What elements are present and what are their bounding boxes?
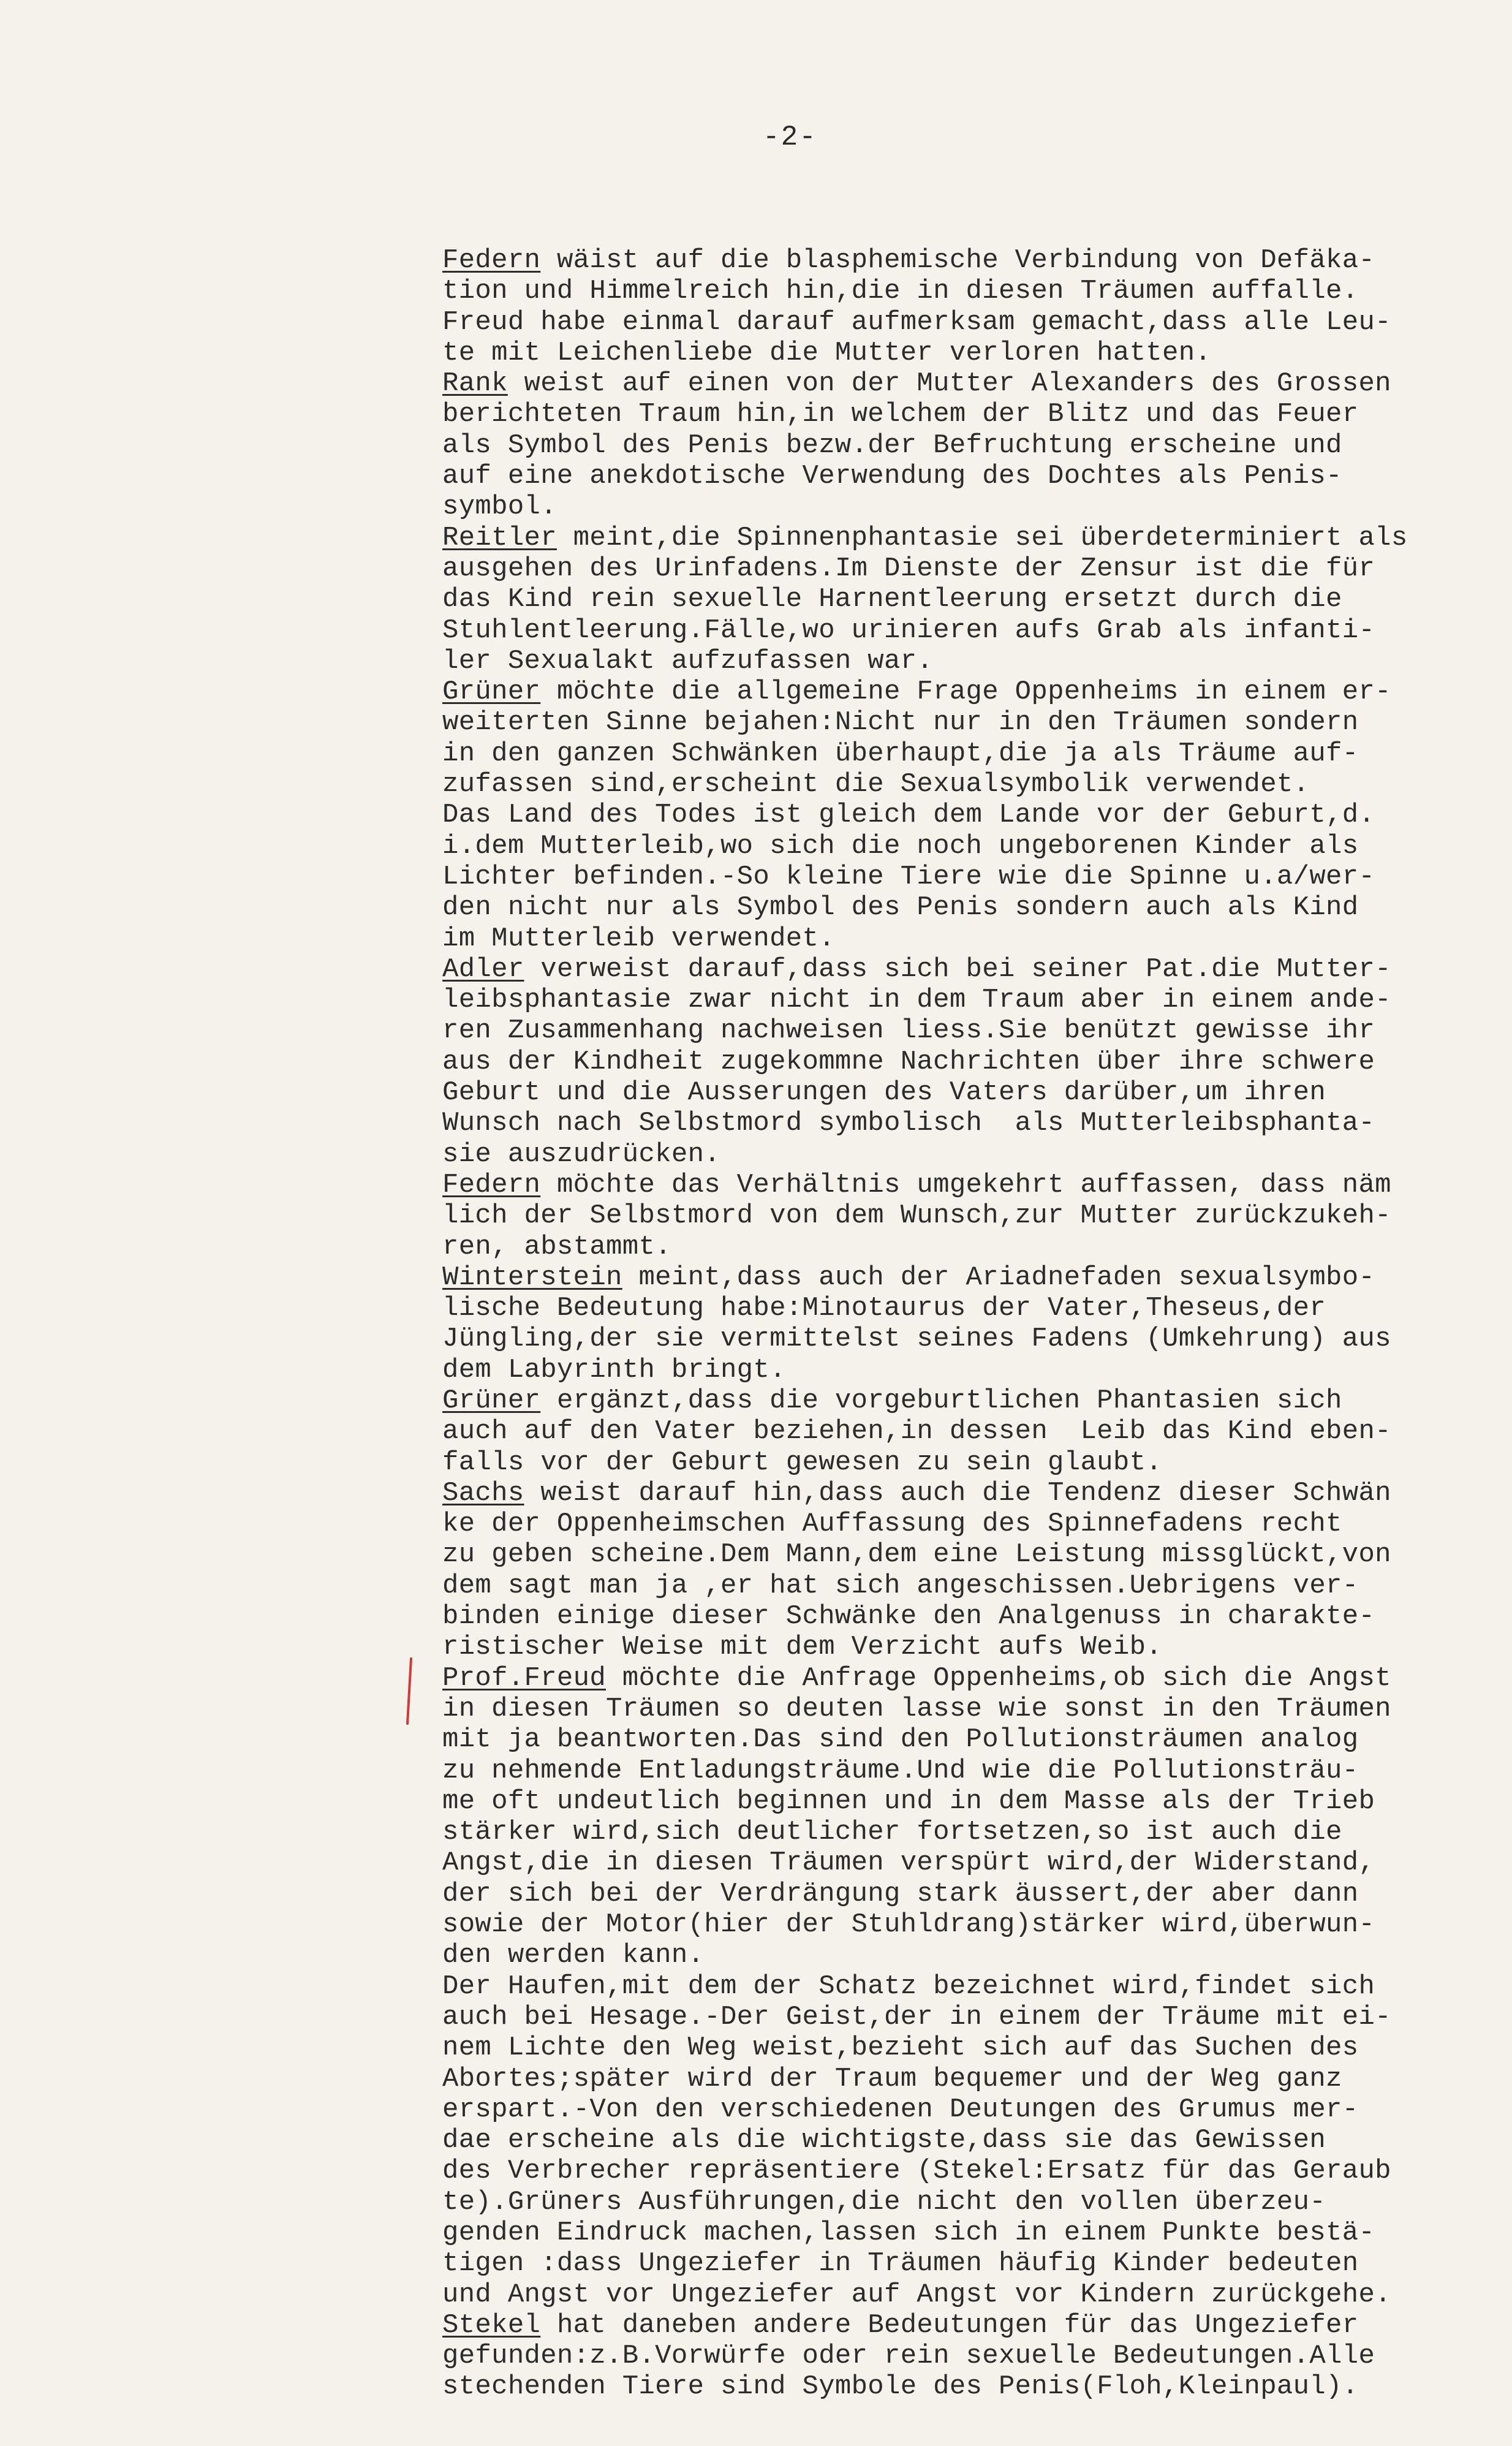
- text-line: [442, 1509, 1508, 1539]
- line-text: Das Land des Todes ist gleich dem Lande vor der Geburt,d.: [442, 800, 1375, 831]
- text-line: [442, 1971, 1508, 2002]
- text-line: [442, 2187, 1508, 2217]
- speaker-name: Grüner: [442, 676, 541, 708]
- text-line: [442, 2248, 1508, 2279]
- line-text: weist darauf hin,dass auch die Tendenz dieser Schwän: [524, 1477, 1391, 1509]
- page-number: -2-: [763, 121, 817, 153]
- text-line: [442, 523, 1508, 553]
- text-line: [442, 2341, 1508, 2371]
- line-text: stechenden Tiere sind Symbole des Penis(Floh,Kleinpaul).: [442, 2371, 1359, 2402]
- text-line: [442, 646, 1508, 676]
- text-line: [442, 338, 1508, 368]
- text-line: [442, 2217, 1508, 2248]
- line-text: i.dem Mutterleib,wo sich die noch ungeborenen Kinder als: [442, 830, 1359, 861]
- speaker-name: Adler: [442, 953, 524, 985]
- text-line: [442, 276, 1508, 306]
- text-line: [442, 2094, 1508, 2125]
- line-text: dem sagt man ja ,er hat sich angeschissen.Uebrigens ver-: [442, 1570, 1359, 1601]
- text-line: [442, 676, 1508, 707]
- speaker-name: Prof.Freud: [442, 1662, 607, 1694]
- line-text: tigen :dass Ungeziefer in Träumen häufig Kinder bedeuten: [442, 2248, 1359, 2279]
- line-text: zu nehmende Entladungsträume.Und wie die Pollutionsträu-: [442, 1755, 1359, 1786]
- text-line: [442, 1355, 1508, 1385]
- line-text: Der Haufen,mit dem der Schatz bezeichnet wird,findet sich: [442, 1971, 1375, 2002]
- text-line: [442, 2156, 1508, 2186]
- text-line: [442, 1108, 1508, 1138]
- line-text: leibsphantasie zwar nicht in dem Traum aber in einem ande-: [442, 985, 1391, 1016]
- text-line: [442, 1015, 1508, 1046]
- text-line: [442, 1786, 1508, 1817]
- line-text: möchte die Anfrage Oppenheims,ob sich die Angst: [606, 1662, 1391, 1694]
- line-text: weist auf einen von der Mutter Alexanders des Grossen: [507, 368, 1391, 399]
- line-text: ke der Oppenheimschen Auffassung des Spinnefadens recht: [442, 1509, 1342, 1540]
- line-text: gefunden:z.B.Vorwürfe oder rein sexuelle Bedeutungen.Alle: [442, 2341, 1375, 2372]
- text-line: [442, 2064, 1508, 2094]
- text-line: [442, 1232, 1508, 1262]
- line-text: ristischer Weise mit dem Verzicht aufs Weib.: [442, 1632, 1162, 1663]
- line-text: ausgehen des Urinfadens.Im Dienste der Zensur ist die für: [442, 553, 1375, 584]
- text-line: [442, 1323, 1508, 1354]
- text-line: [442, 1663, 1508, 1694]
- text-line: [442, 831, 1508, 861]
- line-text: erspart.-Von den verschiedenen Deutungen des Grumus mer-: [442, 2094, 1359, 2125]
- text-line: [442, 738, 1508, 769]
- line-text: möchte die allgemeine Frage Oppenheims in einem er-: [540, 676, 1391, 708]
- text-line: [442, 2371, 1508, 2402]
- line-text: weiterten Sinne bejahen:Nicht nur in den Träumen sondern: [442, 707, 1359, 738]
- line-text: meint,die Spinnenphantasie sei überdeterminiert als: [556, 522, 1408, 553]
- speaker-name: Reitler: [442, 522, 557, 553]
- speaker-name: Grüner: [442, 1385, 541, 1416]
- line-text: te).Grüners Ausführungen,die nicht den vollen überzeu-: [442, 2186, 1326, 2217]
- line-text: auf eine anekdotische Verwendung des Dochtes als Penis-: [442, 461, 1342, 492]
- line-text: lische Bedeutung habe:Minotaurus der Vater,Theseus,der: [442, 1293, 1326, 1324]
- text-line: [442, 1478, 1508, 1509]
- line-text: genden Eindruck machen,lassen sich in einem Punkte bestä-: [442, 2217, 1375, 2248]
- line-text: ergänzt,dass die vorgeburtlichen Phantasien sich: [540, 1385, 1342, 1416]
- text-line: [442, 1077, 1508, 1108]
- text-line: [442, 1909, 1508, 1940]
- text-line: [442, 1385, 1508, 1416]
- line-text: im Mutterleib verwendet.: [442, 923, 835, 954]
- text-line: [442, 1139, 1508, 1170]
- text-line: [442, 1570, 1508, 1601]
- line-text: und Angst vor Ungeziefer auf Angst vor Kindern zurückgehe.: [442, 2279, 1391, 2310]
- line-text: lich der Selbstmord von dem Wunsch,zur Mutter zurückzukeh-: [442, 1200, 1391, 1232]
- line-text: Freud habe einmal darauf aufmerksam gemacht,dass alle Leu-: [442, 306, 1391, 338]
- line-text: Stuhlentleerung.Fälle,wo urinieren aufs Grab als infanti-: [442, 615, 1375, 646]
- line-text: dem Labyrinth bringt.: [442, 1354, 786, 1385]
- line-text: me oft undeutlich beginnen und in dem Masse als der Trieb: [442, 1785, 1375, 1817]
- line-text: ren Zusammenhang nachweisen liess.Sie benützt gewisse ihr: [442, 1015, 1375, 1047]
- text-line: [442, 1200, 1508, 1231]
- line-text: tion und Himmelreich hin,die in diesen Träumen auffalle.: [442, 276, 1359, 307]
- text-line: [442, 584, 1508, 615]
- line-text: der sich bei der Verdrängung stark äussert,der aber dann: [442, 1878, 1359, 1909]
- text-line: [442, 368, 1508, 399]
- text-line: [442, 553, 1508, 584]
- line-text: wäist auf die blasphemische Verbindung von Defäka-: [540, 245, 1375, 276]
- text-line: [442, 2002, 1508, 2032]
- text-line: [442, 1262, 1508, 1293]
- text-line: [442, 1170, 1508, 1200]
- line-text: den nicht nur als Symbol des Penis sondern auch als Kind: [442, 892, 1359, 923]
- line-text: symbol.: [442, 491, 557, 523]
- line-text: auch auf den Vater beziehen,in dessen Leib das Kind eben-: [442, 1416, 1391, 1447]
- line-text: sowie der Motor(hier der Stuhldrang)stärker wird,überwun-: [442, 1909, 1375, 1941]
- text-line: [442, 1293, 1508, 1323]
- text-line: [442, 2279, 1508, 2310]
- line-text: auch bei Hesage.-Der Geist,der in einem der Träume mit ei-: [442, 2001, 1391, 2032]
- line-text: falls vor der Geburt gewesen zu sein glaubt.: [442, 1447, 1162, 1478]
- text-line: [442, 892, 1508, 923]
- line-text: des Verbrecher repräsentiere (Stekel:Ersatz für das Geraub: [442, 2156, 1391, 2187]
- text-line: [442, 2125, 1508, 2156]
- line-text: berichteten Traum hin,in welchem der Blitz und das Feuer: [442, 399, 1359, 430]
- line-text: dae erscheine als die wichtigste,dass sie das Gewissen: [442, 2125, 1326, 2156]
- line-text: zu geben scheine.Dem Mann,dem eine Leistung missglückt,von: [442, 1539, 1391, 1570]
- red-margin-mark: [406, 1657, 412, 1725]
- text-line: [442, 1940, 1508, 1971]
- line-text: ler Sexualakt aufzufassen war.: [442, 645, 934, 676]
- text-line: [442, 985, 1508, 1015]
- line-text: Lichter befinden.-So kleine Tiere wie die Spinne u.a/wer-: [442, 861, 1375, 892]
- text-line: [442, 1879, 1508, 1909]
- speaker-name: Stekel: [442, 2309, 541, 2341]
- line-text: Geburt und die Ausserungen des Vaters darüber,um ihren: [442, 1077, 1326, 1108]
- line-text: in diesen Träumen so deuten lasse wie sonst in den Träumen: [442, 1693, 1391, 1724]
- text-line: [442, 1601, 1508, 1632]
- line-text: Wunsch nach Selbstmord symbolisch als Mutterleibsphanta-: [442, 1108, 1375, 1139]
- text-line: [442, 800, 1508, 830]
- speaker-name: Rank: [442, 368, 508, 399]
- text-line: [442, 615, 1508, 646]
- line-text: hat daneben andere Bedeutungen für das Ungeziefer: [540, 2309, 1359, 2341]
- line-text: Jüngling,der sie vermittelst seines Fadens (Umkehrung) aus: [442, 1323, 1391, 1355]
- text-line: [442, 1632, 1508, 1662]
- speaker-name: Winterstein: [442, 1262, 622, 1293]
- text-line: [442, 461, 1508, 491]
- text-line: [442, 769, 1508, 800]
- text-line: [442, 430, 1508, 461]
- line-text: ren, abstammt.: [442, 1231, 671, 1262]
- line-text: stärker wird,sich deutlicher fortsetzen,so ist auch die: [442, 1817, 1342, 1848]
- text-line: [442, 954, 1508, 985]
- line-text: aus der Kindheit zugekommne Nachrichten über ihre schwere: [442, 1046, 1375, 1077]
- line-text: Angst,die in diesen Träumen verspürt wird,der Widerstand,: [442, 1847, 1375, 1879]
- line-text: möchte das Verhältnis umgekehrt auffassen, dass näm: [540, 1169, 1391, 1200]
- line-text: mit ja beantworten.Das sind den Pollutionsträumen analog: [442, 1724, 1359, 1755]
- protocol-text: [442, 245, 1508, 2402]
- text-line: [442, 1817, 1508, 1847]
- text-line: [442, 1539, 1508, 1570]
- text-line: [442, 491, 1508, 522]
- speaker-name: Federn: [442, 245, 541, 276]
- text-line: [442, 2310, 1508, 2341]
- line-text: zufassen sind,erscheint die Sexualsymbolik verwendet.: [442, 769, 1310, 800]
- text-line: [442, 707, 1508, 738]
- line-text: verweist darauf,dass sich bei seiner Pat.die Mutter-: [524, 953, 1391, 985]
- line-text: meint,dass auch der Ariadnefaden sexualsymbo-: [622, 1262, 1375, 1293]
- text-line: [442, 1047, 1508, 1077]
- line-text: sie auszudrücken.: [442, 1138, 720, 1170]
- line-text: in den ganzen Schwänken überhaupt,die ja als Träume auf-: [442, 738, 1359, 769]
- line-text: nem Lichte den Weg weist,bezieht sich auf das Suchen des: [442, 2032, 1359, 2064]
- line-text: das Kind rein sexuelle Harnentleerung ersetzt durch die: [442, 584, 1342, 615]
- text-line: [442, 1847, 1508, 1878]
- text-line: [442, 307, 1508, 338]
- text-line: [442, 1724, 1508, 1755]
- text-line: [442, 2032, 1508, 2063]
- line-text: binden einige dieser Schwänke den Analgenuss in charakte-: [442, 1601, 1375, 1632]
- text-line: [442, 1416, 1508, 1447]
- text-line: [442, 1694, 1508, 1724]
- text-line: [442, 399, 1508, 430]
- text-line: [442, 923, 1508, 954]
- line-text: Abortes;später wird der Traum bequemer und der Weg ganz: [442, 2063, 1342, 2094]
- speaker-name: Sachs: [442, 1477, 524, 1509]
- line-text: te mit Leichenliebe die Mutter verloren hatten.: [442, 337, 1212, 368]
- line-text: als Symbol des Penis bezw.der Befruchtung erscheine und: [442, 430, 1342, 461]
- text-line: [442, 1447, 1508, 1478]
- line-text: den werden kann.: [442, 1940, 705, 1971]
- text-line: [442, 861, 1508, 892]
- text-line: [442, 1755, 1508, 1786]
- speaker-name: Federn: [442, 1169, 541, 1200]
- text-line: [442, 245, 1508, 276]
